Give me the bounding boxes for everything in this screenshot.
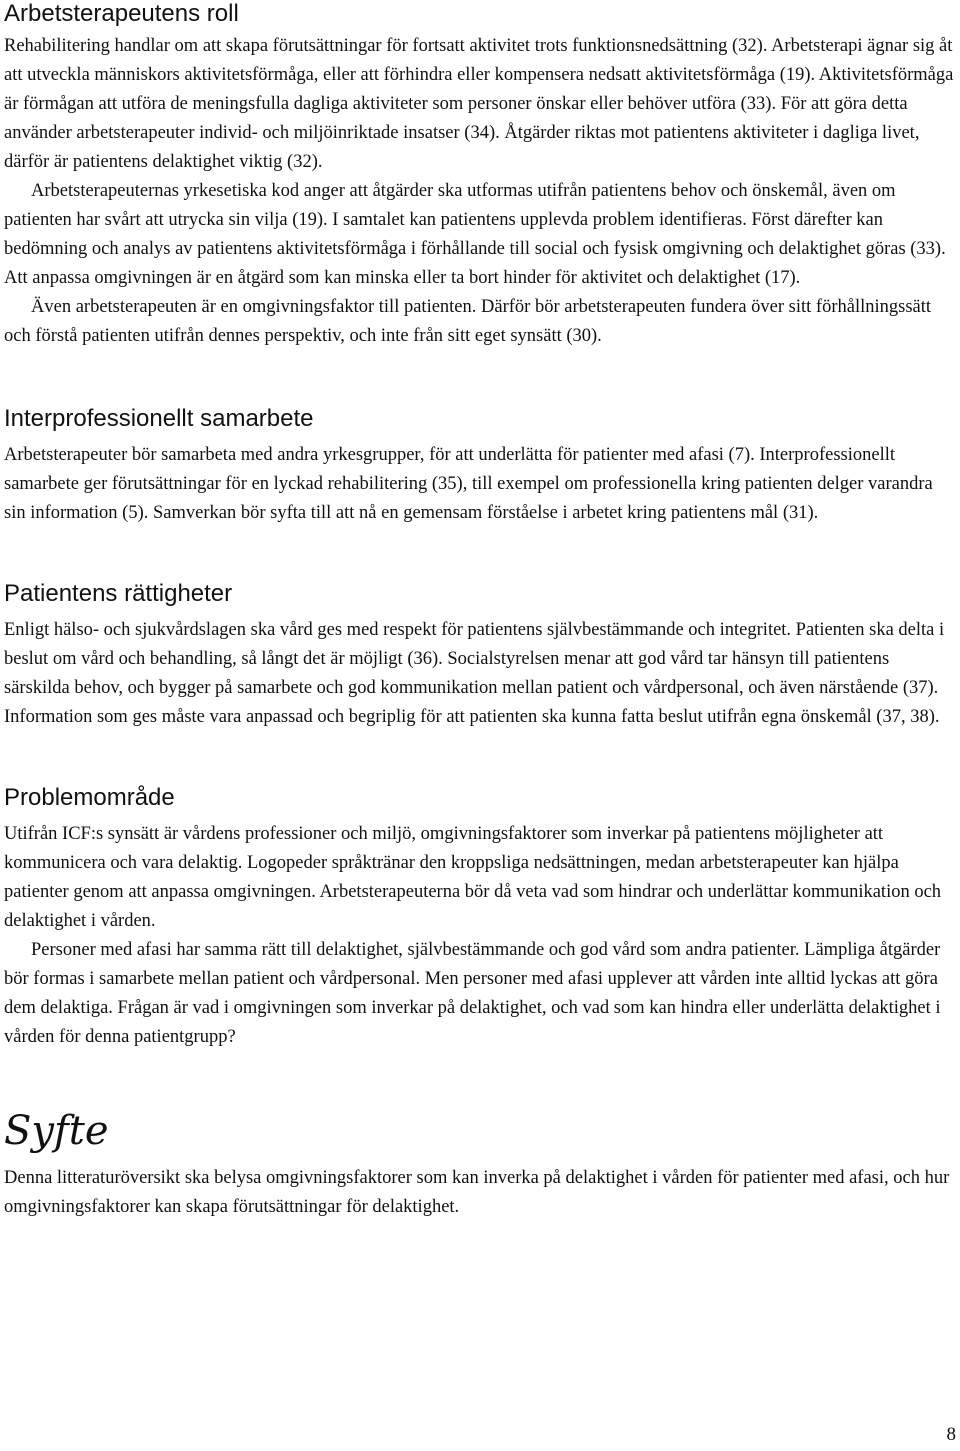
paragraph-roll-3: Även arbetsterapeuten är en omgivningsfaktor till patienten. Därför bör arbetsterapeuten fundera över sitt förhållningssätt och förstå patienten utifrån dennes perspektiv, och inte från sitt eget synsätt (30). xyxy=(4,297,932,346)
paragraph-problem-2: Personer med afasi har samma rätt till delaktighet, självbestämmande och god vård som andra patienter. Lämpliga åtgärder bör formas i samarbete mellan patient och vårdpersonal. Men personer med afasi upplever att vården inte alltid lyckas att göra dem delaktiga. Frågan är vad i omgivningen som inverkar på delaktighet, och vad som kan hindra eller underlätta delaktighet i vården för denna patientgrupp? xyxy=(4,940,941,1047)
paragraph-roll-1: Rehabilitering handlar om att skapa förutsättningar för fortsatt aktivitet trots funktionsnedsättning (32). Arbetsterapi ägnar sig åt att utveckla människors aktivitetsförmåga, eller att förhindra eller kompensera nedsatt aktivitetsförmåga (19). Aktivitetsförmåga är förmågan att utföra de meningsfulla dagliga aktiviteter som personer önskar eller behöver utföra (33). För att göra detta använder arbetsterapeuter individ- och miljöinriktade insatser (34). Åtgärder riktas mot patientens aktiviteter i dagliga livet, därför är patientens delaktighet viktig (32). xyxy=(4,36,954,172)
document-page xyxy=(4,0,956,1222)
section-heading-problem: Problemområde xyxy=(4,784,175,811)
section-heading-syfte: Syfte xyxy=(4,1108,109,1154)
paragraph-syfte-1: Denna litteraturöversikt ska belysa omgivningsfaktorer som kan inverka på delaktighet i vården för patienter med afasi, och hur omgivningsfaktorer kan skapa förutsättningar för delaktighet. xyxy=(4,1168,950,1217)
section-heading-rattigheter: Patientens rättigheter xyxy=(4,580,233,607)
section-heading-samarbete: Interprofessionellt samarbete xyxy=(4,405,314,432)
section-heading-roll: Arbetsterapeutens roll xyxy=(4,0,239,27)
paragraph-roll-2: Arbetsterapeuternas yrkesetiska kod anger att åtgärder ska utformas utifrån patientens behov och önskemål, även om patienten har svårt att utrycka sin vilja (19). I samtalet kan patientens upplevda problem identifieras. Först därefter kan bedömning och analys av patientens aktivitetsförmåga i förhållande till social och fysisk omgivning och delaktighet göras (33). Att anpassa omgivningen är en åtgärd som kan minska eller ta bort hinder för aktivitet och delaktighet (17). xyxy=(4,181,946,288)
page-number: 8 xyxy=(946,1424,956,1445)
paragraph-problem-1: Utifrån ICF:s synsätt är vårdens professioner och miljö, omgivningsfaktorer som inverkar på patientens möjligheter att kommunicera och vara delaktig. Logopeder språktränar den kroppsliga nedsättningen, medan arbetsterapeuter kan hjälpa patienter genom att anpassa omgivningen. Arbetsterapeuterna bör då veta vad som hindrar och underlättar kommunikation och delaktighet i vården. xyxy=(4,824,942,931)
paragraph-samarbete-1: Arbetsterapeuter bör samarbeta med andra yrkesgrupper, för att underlätta för patienter med afasi (7). Interprofessionellt samarbete ger förutsättningar för en lyckad rehabilitering (35), till exempel om professionella kring patienten delger varandra sin information (5). Samverkan bör syfta till att nå en gemensam förståelse i arbetet kring patientens mål (31). xyxy=(4,445,933,523)
paragraph-rattigheter-1: Enligt hälso- och sjukvårdslagen ska vård ges med respekt för patientens självbestämmande och integritet. Patienten ska delta i beslut om vård och behandling, så långt det är möjligt (36). Socialstyrelsen menar att god vård tar hänsyn till patientens särskilda behov, och bygger på samarbete och god kommunikation mellan patient och vårdpersonal, och även närstående (37). Information som ges måste vara anpassad och begriplig för att patienten ska kunna fatta beslut utifrån egna önskemål (37, 38). xyxy=(4,620,945,727)
